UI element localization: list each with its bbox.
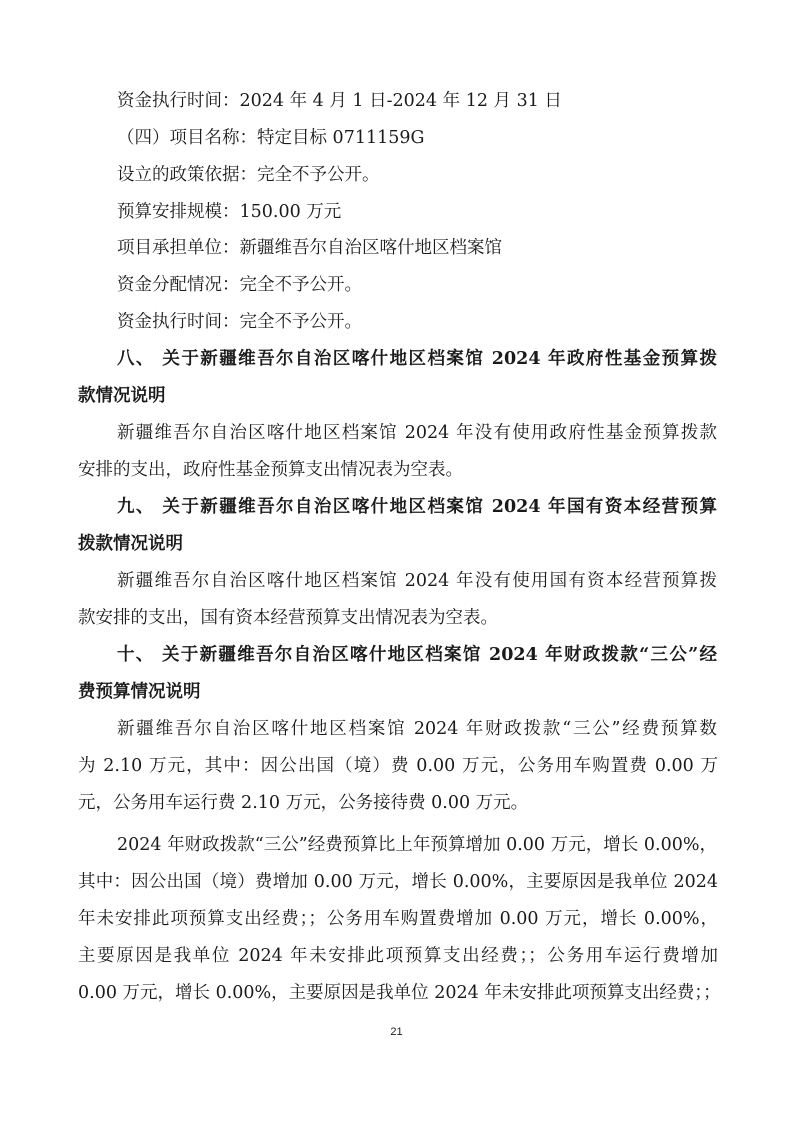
text-line: 0.00 万元，增长 0.00%，主要原因是我单位 2024 年未安排此项预算支出经费；； (78, 983, 721, 1003)
text-line: 主要原因是我单位 2024 年未安排此项预算支出经费；；公务用车运行费增加 (78, 946, 718, 966)
text-line: 款安排的支出，国有资本经营预算支出情况表为空表。 (78, 608, 498, 628)
page-number: 21 (390, 1026, 403, 1038)
text-line: 元，公务用车运行费 2.10 万元，公务接待费 0.00 万元。 (78, 793, 529, 813)
section-heading-cont: 款情况说明 (78, 386, 166, 406)
text-line: 资金分配情况：完全不予公开。 (117, 275, 362, 295)
section-heading: 十、 关于新疆维吾尔自治区喀什地区档案馆 2024 年财政拨款“三公”经 (117, 645, 717, 665)
text-line: 新疆维吾尔自治区喀什地区档案馆 2024 年没有使用政府性基金预算拨款 (117, 423, 717, 443)
text-line: 新疆维吾尔自治区喀什地区档案馆 2024 年没有使用国有资本经营预算拨 (117, 571, 717, 591)
section-heading: 九、 关于新疆维吾尔自治区喀什地区档案馆 2024 年国有资本经营预算 (117, 497, 717, 517)
text-line: 年未安排此项预算支出经费；；公务用车购置费增加 0.00 万元，增长 0.00%， (78, 909, 718, 929)
text-line: 为 2.10 万元，其中：因公出国（境）费 0.00 万元，公务用车购置费 0.00 万 (78, 756, 718, 776)
text-line: 预算安排规模：150.00 万元 (117, 202, 342, 222)
text-line: 资金执行时间：2024 年 4 月 1 日-2024 年 12 月 31 日 (117, 91, 562, 111)
text-line: 其中：因公出国（境）费增加 0.00 万元，增长 0.00%，主要原因是我单位 2024 (78, 872, 718, 892)
text-line: 新疆维吾尔自治区喀什地区档案馆 2024 年财政拨款“三公”经费预算数 (117, 719, 717, 739)
text-line: 项目承担单位：新疆维吾尔自治区喀什地区档案馆 (117, 238, 502, 258)
section-heading: 八、 关于新疆维吾尔自治区喀什地区档案馆 2024 年政府性基金预算拨 (117, 349, 717, 369)
text-line: （四）项目名称：特定目标 0711159G (117, 128, 425, 148)
section-heading-cont: 费预算情况说明 (78, 682, 201, 702)
text-line: 安排的支出，政府性基金预算支出情况表为空表。 (78, 460, 463, 480)
text-line: 2024 年财政拨款“三公”经费预算比上年预算增加 0.00 万元，增长 0.00%， (117, 835, 717, 855)
section-heading-cont: 拨款情况说明 (78, 534, 183, 554)
text-line: 资金执行时间：完全不予公开。 (117, 312, 362, 332)
text-line: 设立的政策依据：完全不予公开。 (117, 165, 380, 185)
